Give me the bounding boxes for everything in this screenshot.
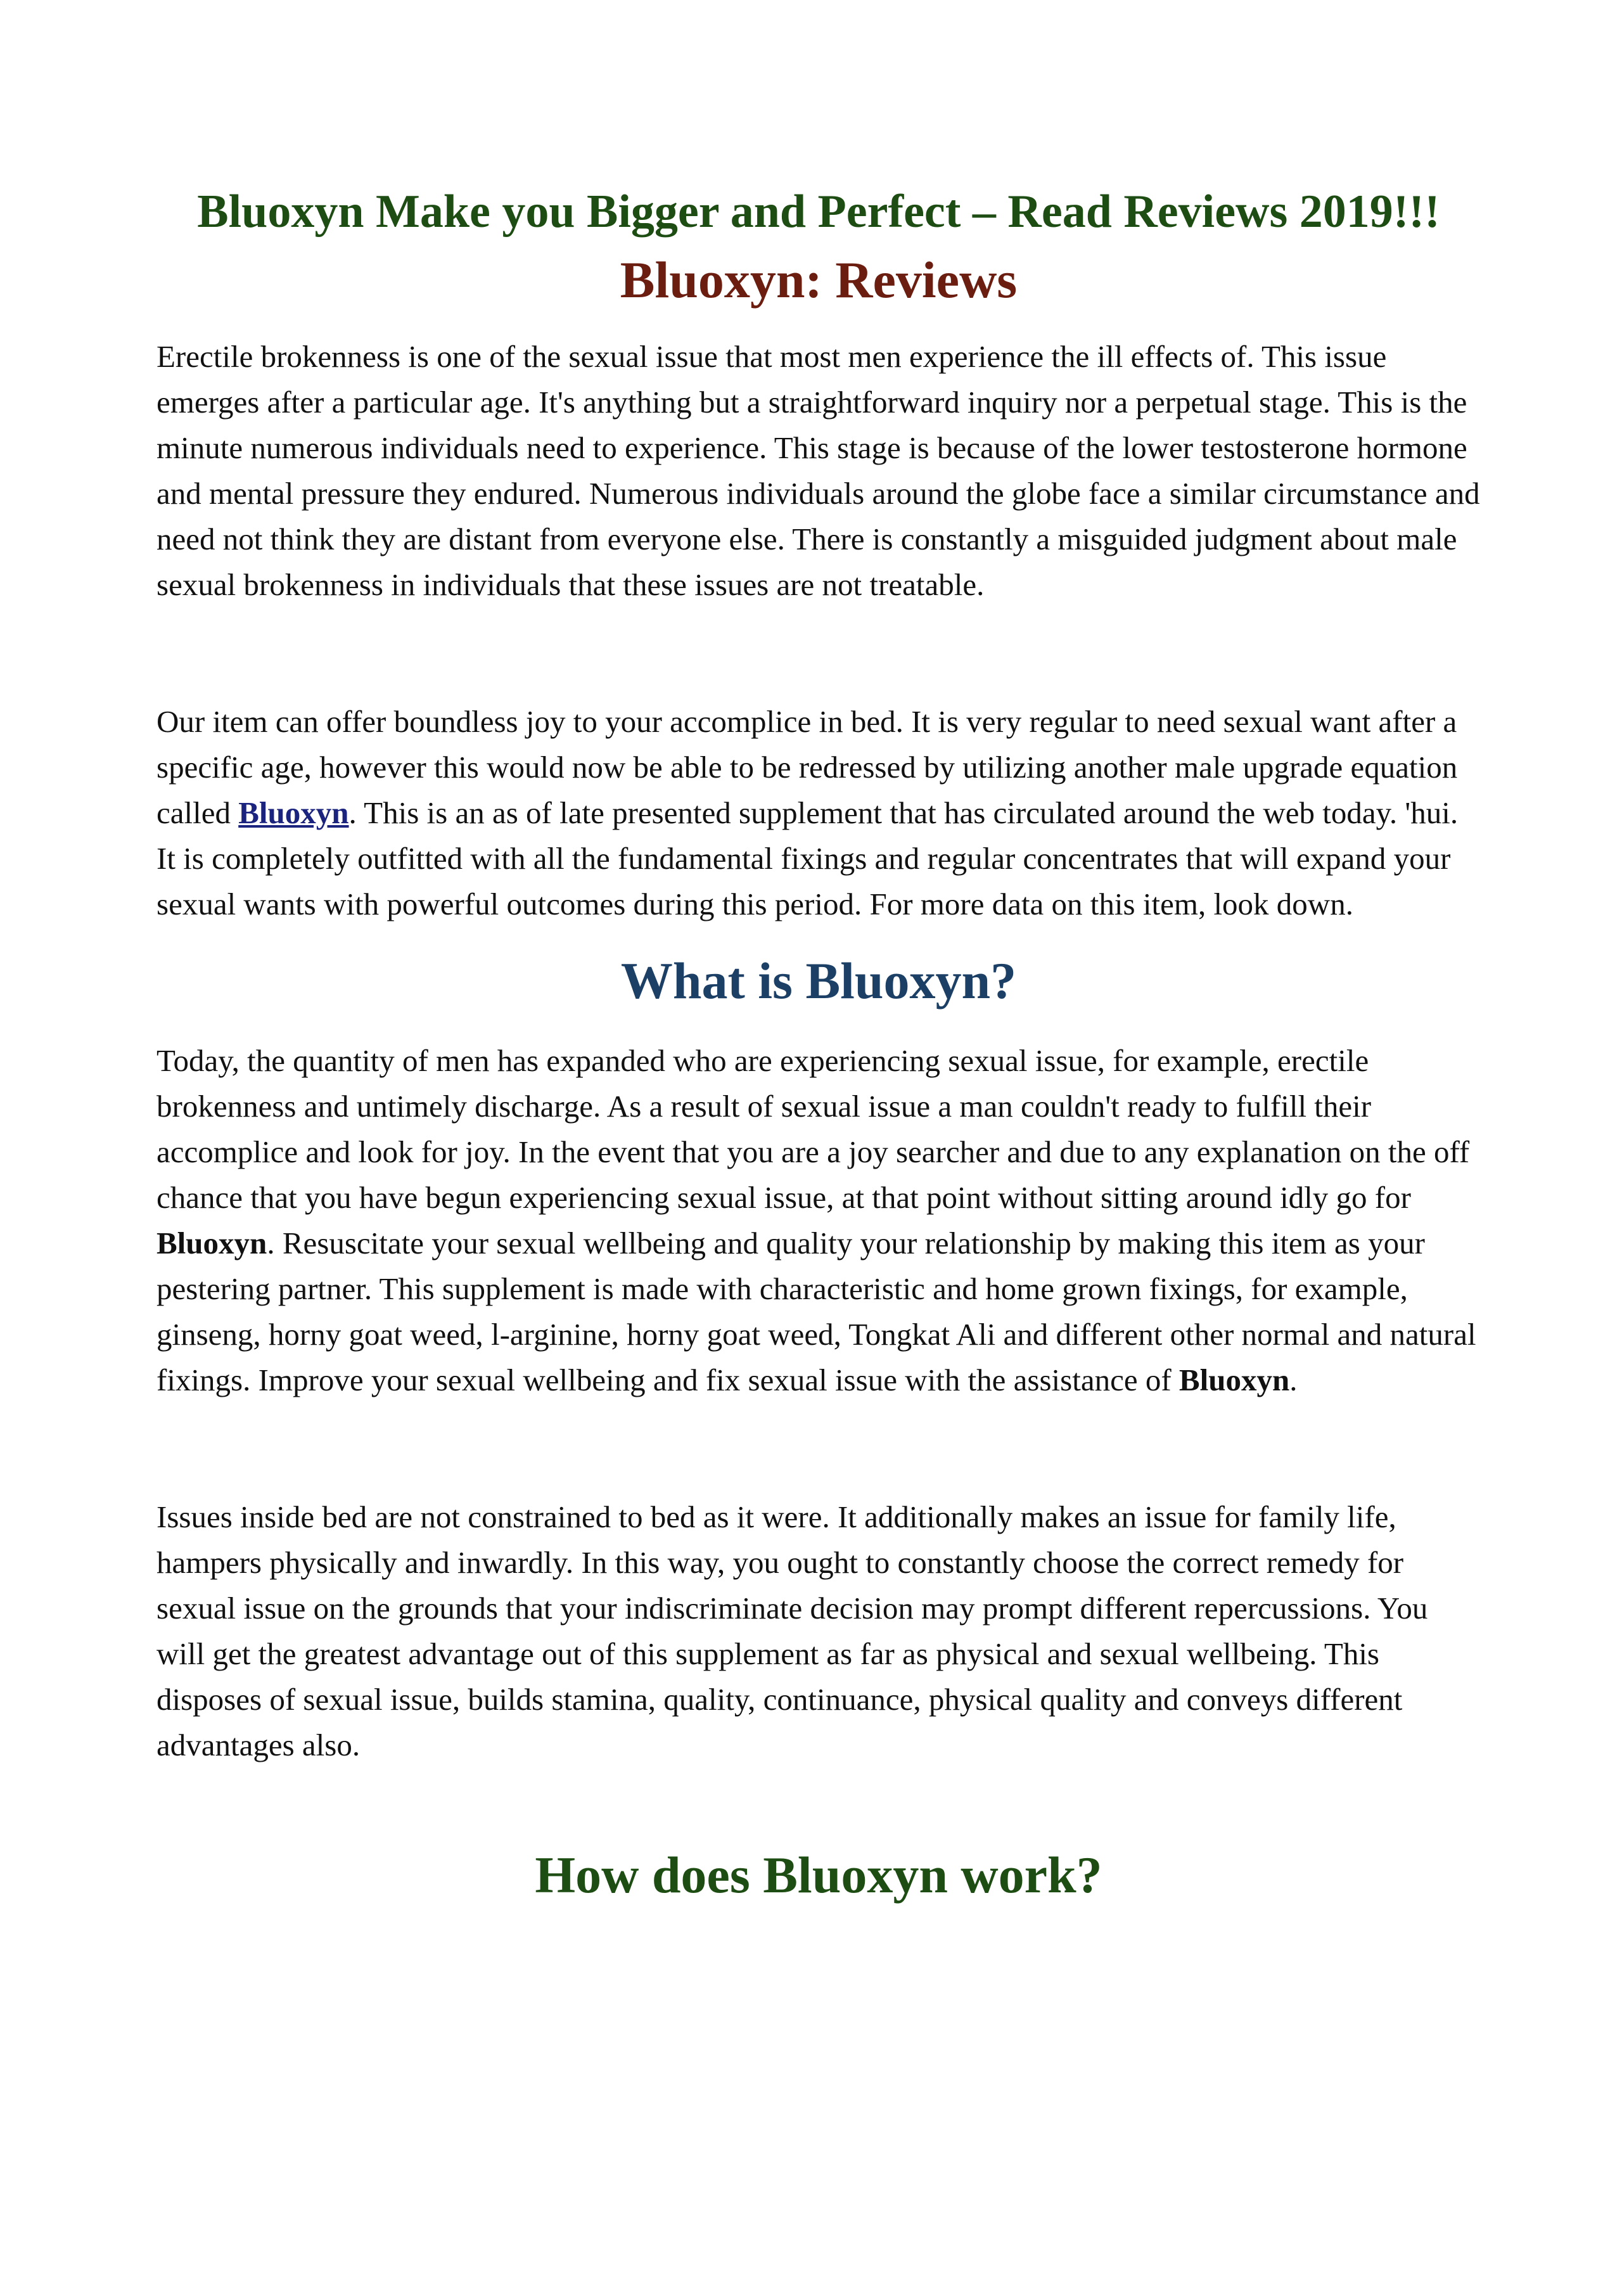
what-is-bold-1: Bluoxyn bbox=[156, 1225, 267, 1260]
bluoxyn-link[interactable]: Bluoxyn bbox=[238, 795, 349, 831]
issues-paragraph: Issues inside bed are not constrained to bed as it were. It additionally makes an issue for family life, hampers physically and inwardly. In this way, you ought to constantly choose the correct remedy for sexual issue on the grounds that your indiscriminate decision may prompt different repercussions. You will get the greatest advantage out of this supplement as far as physical and sexual wellbeing. This disposes of sexual issue, builds stamina, quality, continuance, physical quality and conveys different advantages also. bbox=[156, 1499, 1428, 1762]
document-subtitle: Bluoxyn: Reviews bbox=[620, 250, 1018, 309]
product-paragraph-text-after: . This is an as of late presented supplement that has circulated around the web today. 'hui. It is completely outfitted with all the fundamental fixings and regular concentrates that will expand your sexual wants with powerful outcomes during this period. For more data on this item, look down. bbox=[156, 795, 1459, 922]
document-page bbox=[156, 171, 1481, 1906]
what-is-paragraph bbox=[156, 1038, 1481, 1403]
how-does-heading: How does Bluoxyn work? bbox=[535, 1845, 1102, 1904]
document-title: Bluoxyn Make you Bigger and Perfect – Read Reviews 2019!!! bbox=[197, 186, 1440, 238]
what-is-text-3: . bbox=[1289, 1362, 1298, 1397]
what-is-bold-2: Bluoxyn bbox=[1178, 1362, 1290, 1397]
intro-paragraph: Erectile brokenness is one of the sexual issue that most men experience the ill effects of. This issue emerges after a particular age. It's anything but a straightforward inquiry nor a perpetual stage. This is the minute numerous individuals need to experience. This stage is because of the lower testosterone hormone and mental pressure they endured. Numerous individuals around the globe face a similar circumstance and need not think they are distant from everyone else. There is constantly a misguided judgment about male sexual brokenness in individuals that these issues are not treatable. bbox=[156, 339, 1480, 603]
what-is-heading: What is Bluoxyn? bbox=[620, 952, 1017, 1010]
product-paragraph bbox=[156, 699, 1481, 927]
what-is-text-1: Today, the quantity of men has expanded who are experiencing sexual issue, for example, erectile brokenness and untimely discharge. As a result of sexual issue a man couldn't ready to fulfill their accomplice and look for joy. In the event that you are a joy searcher and due to any explanation on the off chance that you have begun experiencing sexual issue, at that point without sitting around idly go for bbox=[156, 1042, 1470, 1215]
product-paragraph-text-before: Our item can offer boundless joy to your accomplice in bed. It is very regular to need sexual want after a specific age, however this would now be able to be redressed by utilizing another male upgrade equation called bbox=[156, 704, 1458, 831]
what-is-text-2: . Resuscitate your sexual wellbeing and quality your relationship by making this item as your pestering partner. This supplement is made with characteristic and home grown fixings, for example, ginseng, horny goat weed, l-arginine, horny goat weed, Tongkat Ali and different other normal and natural fixings. Improve your sexual wellbeing and fix sexual issue with the assistance of bbox=[156, 1225, 1476, 1397]
